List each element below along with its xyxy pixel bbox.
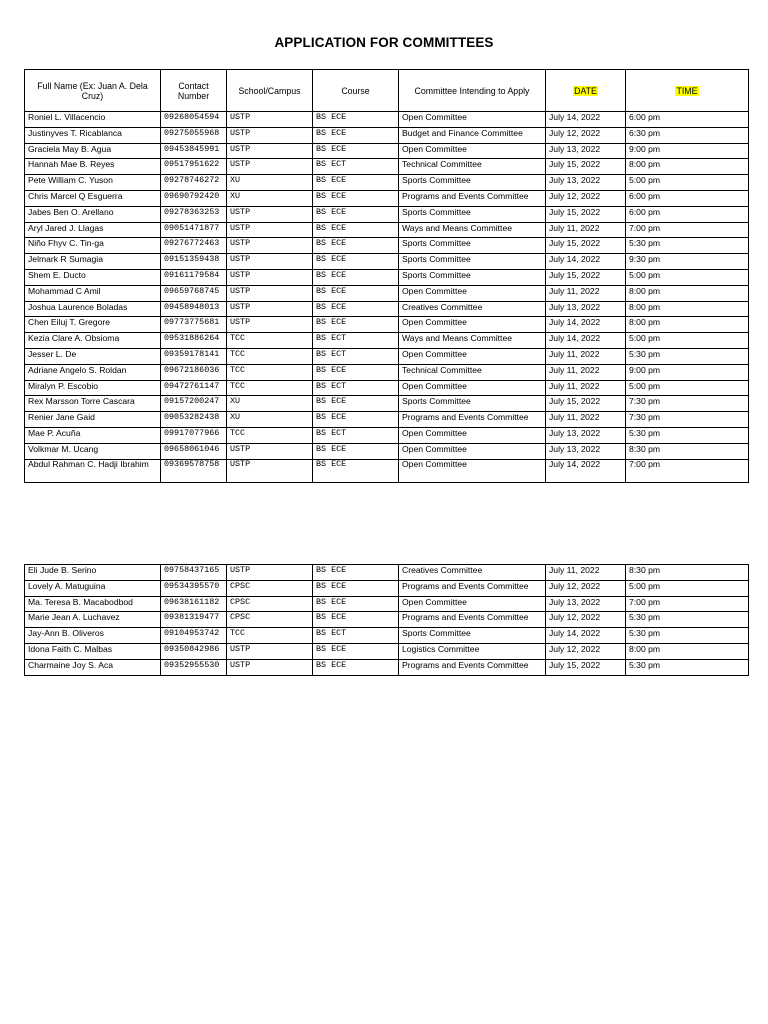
cell-full-name: Idona Faith C. Malbas <box>25 643 161 659</box>
cell-contact-number: 09157200247 <box>161 396 227 412</box>
cell-contact-number: 09369578758 <box>161 459 227 482</box>
table-row <box>25 206 749 222</box>
cell-date: July 12, 2022 <box>546 190 626 206</box>
cell-full-name: Jabes Ben O. Arellano <box>25 206 161 222</box>
cell-date: July 13, 2022 <box>546 175 626 191</box>
cell-full-name: Jay-Ann B. Oliveros <box>25 628 161 644</box>
cell-course: BS ECE <box>313 565 399 581</box>
cell-date: July 11, 2022 <box>546 412 626 428</box>
cell-committee: Programs and Events Committee <box>399 412 546 428</box>
cell-date: July 11, 2022 <box>546 380 626 396</box>
cell-date: July 11, 2022 <box>546 364 626 380</box>
cell-date: July 14, 2022 <box>546 459 626 482</box>
cell-course: BS ECE <box>313 317 399 333</box>
cell-committee: Open Committee <box>399 285 546 301</box>
cell-contact-number: 09352955530 <box>161 659 227 675</box>
cell-contact-number: 09151359438 <box>161 254 227 270</box>
cell-time: 7:30 pm <box>626 412 749 428</box>
cell-date: July 12, 2022 <box>546 612 626 628</box>
cell-time: 5:30 pm <box>626 659 749 675</box>
cell-time: 8:00 pm <box>626 643 749 659</box>
cell-committee: Technical Committee <box>399 159 546 175</box>
cell-course: BS ECE <box>313 175 399 191</box>
table-body-continued <box>25 565 749 676</box>
cell-course: BS ECE <box>313 643 399 659</box>
cell-time: 5:30 pm <box>626 612 749 628</box>
cell-school-campus: USTP <box>227 206 313 222</box>
cell-date: July 12, 2022 <box>546 127 626 143</box>
cell-full-name: Miralyn P. Escobio <box>25 380 161 396</box>
cell-committee: Sports Committee <box>399 628 546 644</box>
cell-committee: Programs and Events Committee <box>399 612 546 628</box>
cell-date: July 11, 2022 <box>546 348 626 364</box>
cell-full-name: Volkmar M. Ucang <box>25 443 161 459</box>
cell-school-campus: USTP <box>227 659 313 675</box>
cell-time: 5:30 pm <box>626 628 749 644</box>
table-row <box>25 333 749 349</box>
cell-course: BS ECE <box>313 190 399 206</box>
cell-course: BS ECE <box>313 222 399 238</box>
cell-contact-number: 09638161182 <box>161 596 227 612</box>
cell-course: BS ECE <box>313 112 399 128</box>
table-row <box>25 459 749 482</box>
cell-full-name: Justinyves T. Ricablanca <box>25 127 161 143</box>
cell-course: BS ECE <box>313 596 399 612</box>
cell-committee: Sports Committee <box>399 175 546 191</box>
cell-committee: Technical Committee <box>399 364 546 380</box>
cell-committee: Open Committee <box>399 380 546 396</box>
cell-date: July 13, 2022 <box>546 301 626 317</box>
table-header-row <box>25 70 749 112</box>
cell-date: July 13, 2022 <box>546 596 626 612</box>
cell-date: July 15, 2022 <box>546 659 626 675</box>
cell-time: 5:00 pm <box>626 380 749 396</box>
cell-contact-number: 09758437165 <box>161 565 227 581</box>
cell-contact-number: 09275055968 <box>161 127 227 143</box>
cell-time: 7:00 pm <box>626 222 749 238</box>
cell-school-campus: XU <box>227 190 313 206</box>
cell-school-campus: USTP <box>227 317 313 333</box>
cell-contact-number: 09276772463 <box>161 238 227 254</box>
table-row <box>25 159 749 175</box>
cell-contact-number: 09051471877 <box>161 222 227 238</box>
cell-contact-number: 09278363253 <box>161 206 227 222</box>
cell-school-campus: USTP <box>227 459 313 482</box>
cell-time: 5:00 pm <box>626 580 749 596</box>
cell-school-campus: TCC <box>227 628 313 644</box>
table-row <box>25 348 749 364</box>
cell-course: BS ECT <box>313 159 399 175</box>
cell-full-name: Graciela May B. Agua <box>25 143 161 159</box>
cell-committee: Open Committee <box>399 596 546 612</box>
cell-full-name: Chen Eiluj T. Gregore <box>25 317 161 333</box>
cell-course: BS ECE <box>313 659 399 675</box>
table-row <box>25 301 749 317</box>
cell-school-campus: CPSC <box>227 612 313 628</box>
cell-committee: Creatives Committee <box>399 301 546 317</box>
cell-committee: Ways and Means Committee <box>399 222 546 238</box>
cell-contact-number: 09690792420 <box>161 190 227 206</box>
cell-contact-number: 09381319477 <box>161 612 227 628</box>
cell-contact-number: 09161179584 <box>161 269 227 285</box>
cell-date: July 15, 2022 <box>546 206 626 222</box>
cell-date: July 15, 2022 <box>546 269 626 285</box>
cell-committee: Creatives Committee <box>399 565 546 581</box>
cell-school-campus: USTP <box>227 285 313 301</box>
cell-committee: Sports Committee <box>399 269 546 285</box>
table-row <box>25 565 749 581</box>
cell-school-campus: USTP <box>227 238 313 254</box>
cell-course: BS ECE <box>313 443 399 459</box>
cell-school-campus: TCC <box>227 348 313 364</box>
cell-full-name: Kezia Clare A. Obsioma <box>25 333 161 349</box>
table-row <box>25 175 749 191</box>
cell-course: BS ECT <box>313 348 399 364</box>
cell-course: BS ECE <box>313 396 399 412</box>
cell-school-campus: TCC <box>227 333 313 349</box>
cell-committee: Open Committee <box>399 443 546 459</box>
table-row <box>25 427 749 443</box>
cell-full-name: Rex Marsson Torre Cascara <box>25 396 161 412</box>
table-row <box>25 143 749 159</box>
cell-date: July 11, 2022 <box>546 222 626 238</box>
cell-full-name: Aryl Jared J. Llagas <box>25 222 161 238</box>
table-row <box>25 580 749 596</box>
cell-contact-number: 09458948013 <box>161 301 227 317</box>
cell-committee: Programs and Events Committee <box>399 580 546 596</box>
cell-course: BS ECE <box>313 254 399 270</box>
table-body <box>25 112 749 483</box>
cell-course: BS ECE <box>313 412 399 428</box>
header-school-campus: School/Campus <box>227 70 313 112</box>
cell-school-campus: XU <box>227 396 313 412</box>
cell-contact-number: 09268054594 <box>161 112 227 128</box>
cell-full-name: Marie Jean A. Luchavez <box>25 612 161 628</box>
cell-course: BS ECE <box>313 580 399 596</box>
cell-school-campus: TCC <box>227 364 313 380</box>
cell-time: 5:00 pm <box>626 269 749 285</box>
cell-date: July 13, 2022 <box>546 443 626 459</box>
table-row <box>25 269 749 285</box>
cell-school-campus: USTP <box>227 565 313 581</box>
cell-contact-number: 09053282438 <box>161 412 227 428</box>
header-date-label: DATE <box>574 85 597 96</box>
cell-full-name: Jelmark R Sumagia <box>25 254 161 270</box>
cell-time: 9:00 pm <box>626 364 749 380</box>
table-row <box>25 238 749 254</box>
cell-contact-number: 09350842986 <box>161 643 227 659</box>
table-row <box>25 659 749 675</box>
cell-time: 8:00 pm <box>626 285 749 301</box>
cell-course: BS ECE <box>313 459 399 482</box>
cell-school-campus: TCC <box>227 380 313 396</box>
cell-course: BS ECE <box>313 143 399 159</box>
cell-contact-number: 09104953742 <box>161 628 227 644</box>
cell-time: 6:00 pm <box>626 190 749 206</box>
cell-school-campus: CPSC <box>227 596 313 612</box>
cell-time: 8:30 pm <box>626 443 749 459</box>
cell-full-name: Lovely A. Matuguina <box>25 580 161 596</box>
cell-school-campus: USTP <box>227 112 313 128</box>
cell-time: 5:30 pm <box>626 238 749 254</box>
table-row <box>25 190 749 206</box>
cell-course: BS ECT <box>313 380 399 396</box>
page-title: APPLICATION FOR COMMITTEES <box>274 35 494 50</box>
cell-contact-number: 09472761147 <box>161 380 227 396</box>
cell-date: July 15, 2022 <box>546 238 626 254</box>
cell-contact-number: 09672186036 <box>161 364 227 380</box>
cell-course: BS ECE <box>313 269 399 285</box>
cell-time: 6:30 pm <box>626 127 749 143</box>
cell-contact-number: 09659768745 <box>161 285 227 301</box>
cell-date: July 15, 2022 <box>546 396 626 412</box>
table-row <box>25 380 749 396</box>
table-row <box>25 412 749 428</box>
table-row <box>25 364 749 380</box>
cell-school-campus: USTP <box>227 269 313 285</box>
cell-school-campus: USTP <box>227 443 313 459</box>
cell-full-name: Roniel L. Villacencio <box>25 112 161 128</box>
cell-full-name: Joshua Laurence Boladas <box>25 301 161 317</box>
cell-school-campus: CPSC <box>227 580 313 596</box>
cell-full-name: Mohammad C Amil <box>25 285 161 301</box>
table-row <box>25 396 749 412</box>
cell-course: BS ECE <box>313 206 399 222</box>
cell-contact-number: 09917077966 <box>161 427 227 443</box>
cell-full-name: Niño Fhyv C. Tin-ga <box>25 238 161 254</box>
cell-school-campus: USTP <box>227 143 313 159</box>
header-contact-number: Contact Number <box>161 70 227 112</box>
cell-course: BS ECE <box>313 285 399 301</box>
cell-contact-number: 09773775681 <box>161 317 227 333</box>
cell-school-campus: USTP <box>227 254 313 270</box>
cell-committee: Open Committee <box>399 317 546 333</box>
cell-contact-number: 09517951622 <box>161 159 227 175</box>
cell-course: BS ECE <box>313 364 399 380</box>
cell-committee: Logistics Committee <box>399 643 546 659</box>
cell-course: BS ECT <box>313 427 399 443</box>
cell-school-campus: USTP <box>227 159 313 175</box>
cell-course: BS ECE <box>313 127 399 143</box>
header-full-name: Full Name (Ex: Juan A. Dela Cruz) <box>25 70 161 112</box>
cell-date: July 13, 2022 <box>546 427 626 443</box>
cell-full-name: Shem E. Ducto <box>25 269 161 285</box>
cell-school-campus: XU <box>227 412 313 428</box>
cell-committee: Programs and Events Committee <box>399 659 546 675</box>
cell-time: 9:00 pm <box>626 143 749 159</box>
table-row <box>25 285 749 301</box>
cell-contact-number: 09359178141 <box>161 348 227 364</box>
table-row <box>25 612 749 628</box>
applications-table-continued <box>24 564 749 676</box>
cell-date: July 14, 2022 <box>546 333 626 349</box>
table-row <box>25 317 749 333</box>
cell-date: July 12, 2022 <box>546 580 626 596</box>
cell-date: July 14, 2022 <box>546 112 626 128</box>
cell-full-name: Renier Jane Gaid <box>25 412 161 428</box>
header-date <box>546 70 626 112</box>
cell-time: 5:00 pm <box>626 333 749 349</box>
header-time-label: TIME <box>676 85 698 96</box>
cell-time: 8:00 pm <box>626 301 749 317</box>
cell-contact-number: 09658061046 <box>161 443 227 459</box>
cell-date: July 11, 2022 <box>546 285 626 301</box>
cell-school-campus: USTP <box>227 127 313 143</box>
cell-committee: Open Committee <box>399 348 546 364</box>
cell-committee: Sports Committee <box>399 396 546 412</box>
cell-full-name: Ma. Teresa B. Macabodbod <box>25 596 161 612</box>
cell-school-campus: USTP <box>227 301 313 317</box>
cell-time: 6:00 pm <box>626 206 749 222</box>
cell-school-campus: TCC <box>227 427 313 443</box>
cell-school-campus: XU <box>227 175 313 191</box>
table-row <box>25 443 749 459</box>
cell-committee: Budget and Finance Committee <box>399 127 546 143</box>
cell-course: BS ECE <box>313 301 399 317</box>
cell-committee: Open Committee <box>399 459 546 482</box>
cell-contact-number: 09278746272 <box>161 175 227 191</box>
cell-time: 5:30 pm <box>626 348 749 364</box>
cell-school-campus: USTP <box>227 222 313 238</box>
cell-course: BS ECT <box>313 628 399 644</box>
table-row <box>25 628 749 644</box>
cell-time: 5:30 pm <box>626 427 749 443</box>
cell-date: July 14, 2022 <box>546 254 626 270</box>
cell-full-name: Hannah Mae B. Reyes <box>25 159 161 175</box>
cell-time: 6:00 pm <box>626 112 749 128</box>
cell-full-name: Adriane Angelo S. Roldan <box>25 364 161 380</box>
cell-course: BS ECE <box>313 612 399 628</box>
cell-course: BS ECE <box>313 238 399 254</box>
cell-time: 5:00 pm <box>626 175 749 191</box>
cell-date: July 12, 2022 <box>546 643 626 659</box>
cell-committee: Sports Committee <box>399 254 546 270</box>
cell-date: July 15, 2022 <box>546 159 626 175</box>
table-row <box>25 643 749 659</box>
cell-time: 8:00 pm <box>626 159 749 175</box>
cell-date: July 13, 2022 <box>546 143 626 159</box>
cell-time: 7:00 pm <box>626 596 749 612</box>
table-row <box>25 222 749 238</box>
header-committee: Committee Intending to Apply <box>399 70 546 112</box>
cell-time: 9:30 pm <box>626 254 749 270</box>
cell-time: 7:00 pm <box>626 459 749 482</box>
table-row <box>25 127 749 143</box>
cell-time: 8:00 pm <box>626 317 749 333</box>
header-time <box>626 70 749 112</box>
cell-full-name: Pete William C. Yuson <box>25 175 161 191</box>
cell-committee: Open Committee <box>399 143 546 159</box>
cell-committee: Programs and Events Committee <box>399 190 546 206</box>
cell-contact-number: 09531886264 <box>161 333 227 349</box>
cell-course: BS ECT <box>313 333 399 349</box>
cell-date: July 14, 2022 <box>546 317 626 333</box>
cell-full-name: Charmaine Joy S. Aca <box>25 659 161 675</box>
cell-full-name: Chris Marcel Q Esguerra <box>25 190 161 206</box>
cell-full-name: Eli Jude B. Serino <box>25 565 161 581</box>
cell-contact-number: 09453845991 <box>161 143 227 159</box>
cell-committee: Ways and Means Committee <box>399 333 546 349</box>
header-course: Course <box>313 70 399 112</box>
cell-full-name: Mae P. Acuña <box>25 427 161 443</box>
cell-full-name: Jesser L. De <box>25 348 161 364</box>
cell-time: 8:30 pm <box>626 565 749 581</box>
cell-committee: Sports Committee <box>399 238 546 254</box>
applications-table <box>24 69 749 483</box>
cell-committee: Sports Committee <box>399 206 546 222</box>
cell-committee: Open Committee <box>399 427 546 443</box>
cell-time: 7:30 pm <box>626 396 749 412</box>
cell-committee: Open Committee <box>399 112 546 128</box>
cell-contact-number: 09534395570 <box>161 580 227 596</box>
table-row <box>25 596 749 612</box>
table-row <box>25 112 749 128</box>
cell-full-name: Abdul Rahman C. Hadji Ibrahim <box>25 459 161 482</box>
cell-school-campus: USTP <box>227 643 313 659</box>
cell-date: July 14, 2022 <box>546 628 626 644</box>
table-row <box>25 254 749 270</box>
cell-date: July 11, 2022 <box>546 565 626 581</box>
